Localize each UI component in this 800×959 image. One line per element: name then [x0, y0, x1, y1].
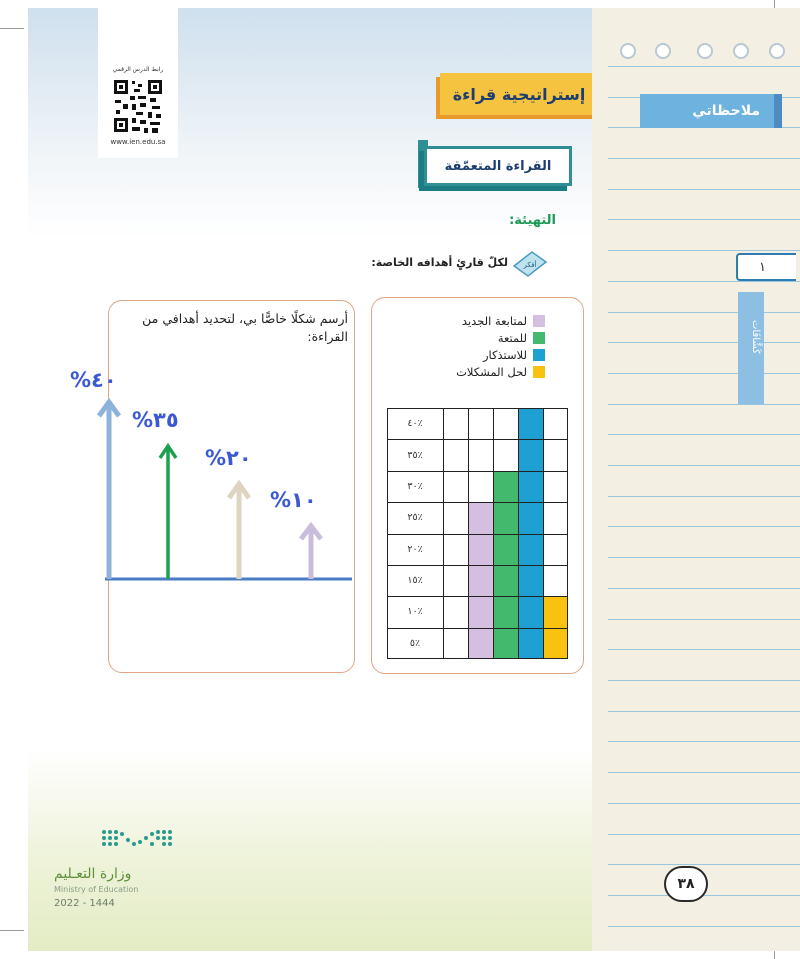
notebook-rule — [608, 373, 800, 374]
arrow-10 — [301, 526, 321, 579]
notebook-rule — [608, 189, 800, 190]
arrow-40 — [99, 402, 119, 579]
notebook-rule — [608, 619, 800, 620]
binder-ring — [697, 43, 713, 59]
notebook-rule — [608, 588, 800, 589]
think-book-icon — [510, 248, 550, 280]
notebook-rule — [608, 434, 800, 435]
notebook-rule — [608, 250, 800, 251]
notebook-rule — [608, 312, 800, 313]
notebook-rule — [608, 680, 800, 681]
ministry-year: 2022 - 1444 — [54, 898, 115, 909]
legend-item — [395, 329, 545, 346]
notebook-rule — [608, 526, 800, 527]
notebook-rule — [608, 342, 800, 343]
legend-label: لحل المشكلات — [456, 364, 527, 379]
notebook-rule — [608, 834, 800, 835]
page-number: ٣٨ — [664, 866, 708, 902]
binder-ring — [733, 43, 749, 59]
legend-swatch — [533, 332, 545, 344]
notebook-rule — [608, 66, 800, 67]
notebook-rule — [608, 404, 800, 405]
grid-row-label: ٪٢٠ — [407, 543, 423, 555]
warmup-heading: التهيئة: — [509, 213, 556, 228]
think-icon-label: أفكر — [523, 261, 537, 269]
crop-mark — [0, 930, 24, 931]
ministry-logo-icon — [54, 826, 204, 866]
qr-code-card[interactable] — [98, 8, 178, 158]
legend-swatch — [533, 315, 545, 327]
strategy-banner: إستراتيجية قراءة — [440, 73, 598, 115]
legend-item — [395, 346, 545, 363]
legend-swatch — [533, 366, 545, 378]
notebook-rule — [608, 649, 800, 650]
bar-grid-frame — [387, 408, 568, 659]
grid-row-label: ٪٤٠ — [407, 418, 423, 430]
legend-label: لمتابعة الجديد — [461, 313, 527, 328]
notebook-rule — [608, 741, 800, 742]
notebook-rule — [608, 496, 800, 497]
binder-ring — [620, 43, 636, 59]
ministry-name-ar: وزارة التعـليم — [54, 866, 132, 882]
crop-mark — [0, 28, 24, 29]
arrow-label-35: ٣٥% — [132, 408, 179, 432]
grid-row-label: ٪٢٥ — [407, 512, 423, 524]
legend-item — [395, 312, 545, 329]
notebook-rule — [608, 711, 800, 712]
qr-code-icon — [112, 78, 164, 136]
arrow-label-20: ٢٠% — [205, 446, 252, 470]
legend-label: للاستذكار — [482, 347, 527, 362]
qr-caption-top: رابط الدرس الرقمي — [112, 66, 164, 73]
notebook-rule — [608, 158, 800, 159]
arrow-label-10: ١٠% — [270, 488, 317, 512]
legend-label: للمتعة — [497, 330, 527, 345]
binder-ring — [769, 43, 785, 59]
legend-item — [395, 363, 545, 380]
notebook-rule — [608, 926, 800, 927]
qr-caption-url: www.ien.edu.sa — [110, 138, 166, 146]
legend-swatch — [533, 349, 545, 361]
notes-tab: ملاحظاتي — [640, 94, 774, 128]
goal-instruction: لكلّ قارئٍ أهدافه الخاصة: — [371, 256, 508, 269]
unit-ribbon — [738, 292, 764, 404]
ministry-name-en: Ministry of Education — [54, 885, 139, 894]
notebook-rule — [608, 219, 800, 220]
arrow-20 — [229, 484, 249, 579]
grid-row-label: ٪٥ — [409, 637, 421, 649]
drawing-instruction: أرسم شكلًا خاصًّا بي، لتحديد أهدافي من القراءة: — [142, 311, 348, 344]
unit-title: كَشَّافَات — [750, 320, 761, 354]
notebook-rule — [608, 281, 800, 282]
notes-column — [592, 8, 800, 951]
grid-row-label: ٪٣٥ — [407, 449, 423, 461]
notebook-rule — [608, 803, 800, 804]
notebook-rule — [608, 772, 800, 773]
grid-row-label: ٪١٠ — [407, 606, 423, 618]
unit-number: ١ — [736, 253, 796, 281]
notebook-rule — [608, 864, 800, 865]
arrow-35 — [160, 446, 176, 579]
notebook-rule — [608, 557, 800, 558]
grid-row-label: ٪٣٠ — [407, 480, 423, 492]
chart-legend — [395, 312, 545, 380]
goals-arrow-chart — [90, 370, 360, 590]
grid-row-label: ٪١٥ — [407, 575, 423, 587]
arrow-label-40: ٤٠% — [70, 368, 117, 392]
reading-type-banner: القراءة المتعمّقة — [424, 146, 572, 186]
notebook-rule — [608, 465, 800, 466]
binder-ring — [655, 43, 671, 59]
